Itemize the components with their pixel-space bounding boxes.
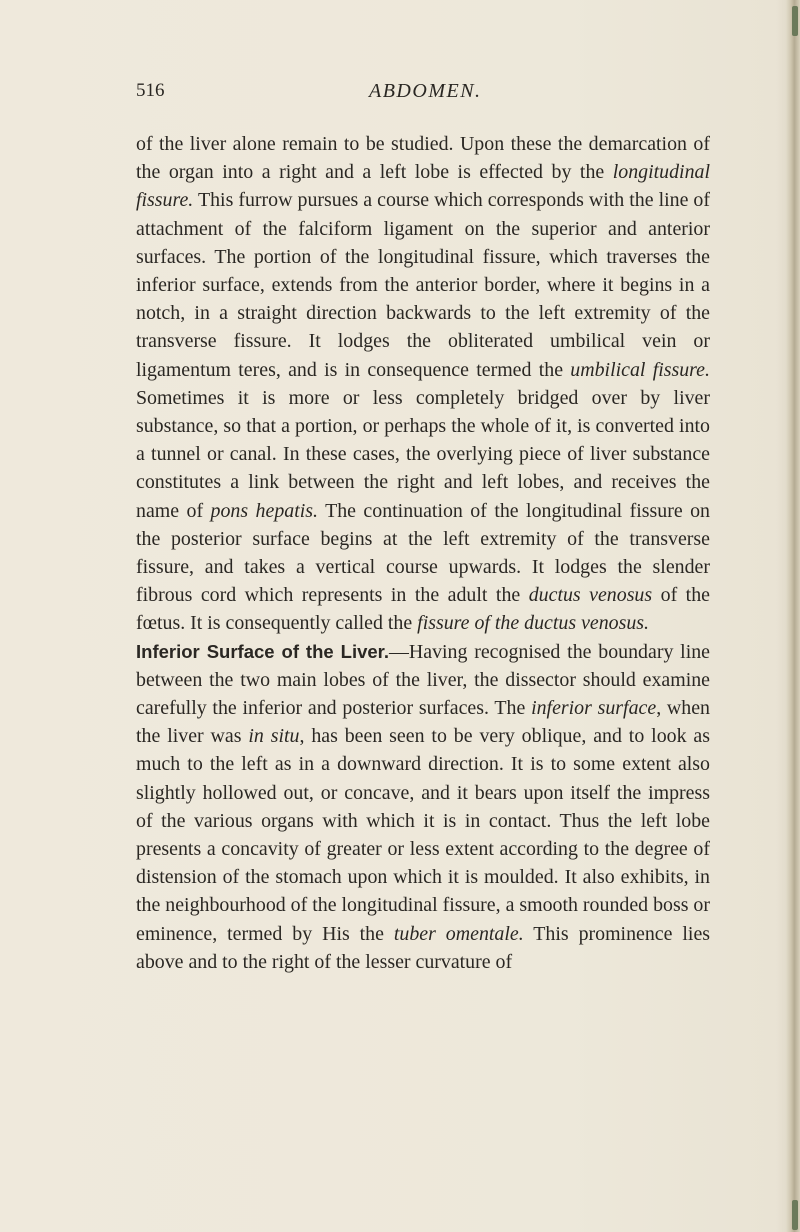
text-span: —Having recognised the boundary line between the two main lobes of the liver, the dissector should examine carefully the inferior and posterior surfaces. The bbox=[136, 640, 711, 720]
text-span: of the liver alone remain to be studied. Upon these the demarcation of the organ into a right and a left lobe is effected by the bbox=[136, 133, 710, 184]
italic-term: fissure of the ductus venosus. bbox=[417, 612, 650, 635]
page-number: 516 bbox=[136, 80, 165, 101]
italic-term: longitudinal fissure. bbox=[136, 161, 710, 212]
text-span: This furrow pursues a course which corresponds with the line of attachment of the falciform ligament on the superior and anterior surfaces. The portion of the longitudinal fissure, which traverses the inferior surface, extends from the anterior border, where it begins in a notch, in a straight direction backwards to the left extremity of the transverse fissure. It lodges the obliterated umbilical vein or ligamentum teres, and is in consequence termed the bbox=[136, 189, 710, 381]
section-heading: Inferior Surface of the Liver. bbox=[136, 640, 389, 662]
paragraph-liver-fissures bbox=[136, 130, 710, 638]
italic-term: in situ bbox=[248, 725, 300, 748]
italic-term: pons hepatis. bbox=[210, 499, 318, 522]
paragraph-inferior-surface bbox=[136, 638, 710, 976]
page-header bbox=[136, 80, 706, 114]
page-edge-mark bbox=[792, 6, 798, 36]
italic-term: ductus venosus bbox=[528, 584, 653, 607]
running-title: ABDOMEN. bbox=[369, 80, 482, 102]
text-span: , has been seen to be very oblique, and to look as much to the left as in a downward direction. It is to some extent also slightly hollowed out, or concave, and it bears upon itself the impress of the various organs with which it is in contact. Thus the left lobe presents a concavity of greater or less extent according to the degree of distension of the stomach upon which it is moulded. It also exhibits, in the neighbourhood of the longitudinal fissure, a smooth rounded boss or eminence, termed by His the bbox=[136, 725, 710, 945]
italic-term: inferior surface bbox=[531, 697, 657, 720]
italic-term: umbilical fissure. bbox=[570, 358, 710, 381]
italic-term: tuber omentale. bbox=[393, 922, 524, 945]
text-span: of the fœtus. It is consequently called the bbox=[136, 584, 710, 635]
text-span: , when the liver was bbox=[136, 697, 711, 748]
page-edge bbox=[786, 0, 800, 1232]
body-text bbox=[136, 130, 710, 976]
text-span: This prominence lies above and to the right of the lesser curvature of bbox=[136, 922, 711, 973]
text-span: Sometimes it is more or less completely bridged over by liver substance, so that a portion, or perhaps the whole of it, is converted into a tunnel or canal. In these cases, the overlying piece of liver substance constitutes a link between the right and left lobes, and receives the name of bbox=[136, 386, 710, 522]
text-span: The continuation of the longitudinal fissure on the posterior surface begins at the left extremity of the transverse fissure, and takes a vertical course upwards. It lodges the slender fibrous cord which represents in the adult the bbox=[136, 499, 710, 607]
page-edge-mark bbox=[792, 1200, 798, 1230]
